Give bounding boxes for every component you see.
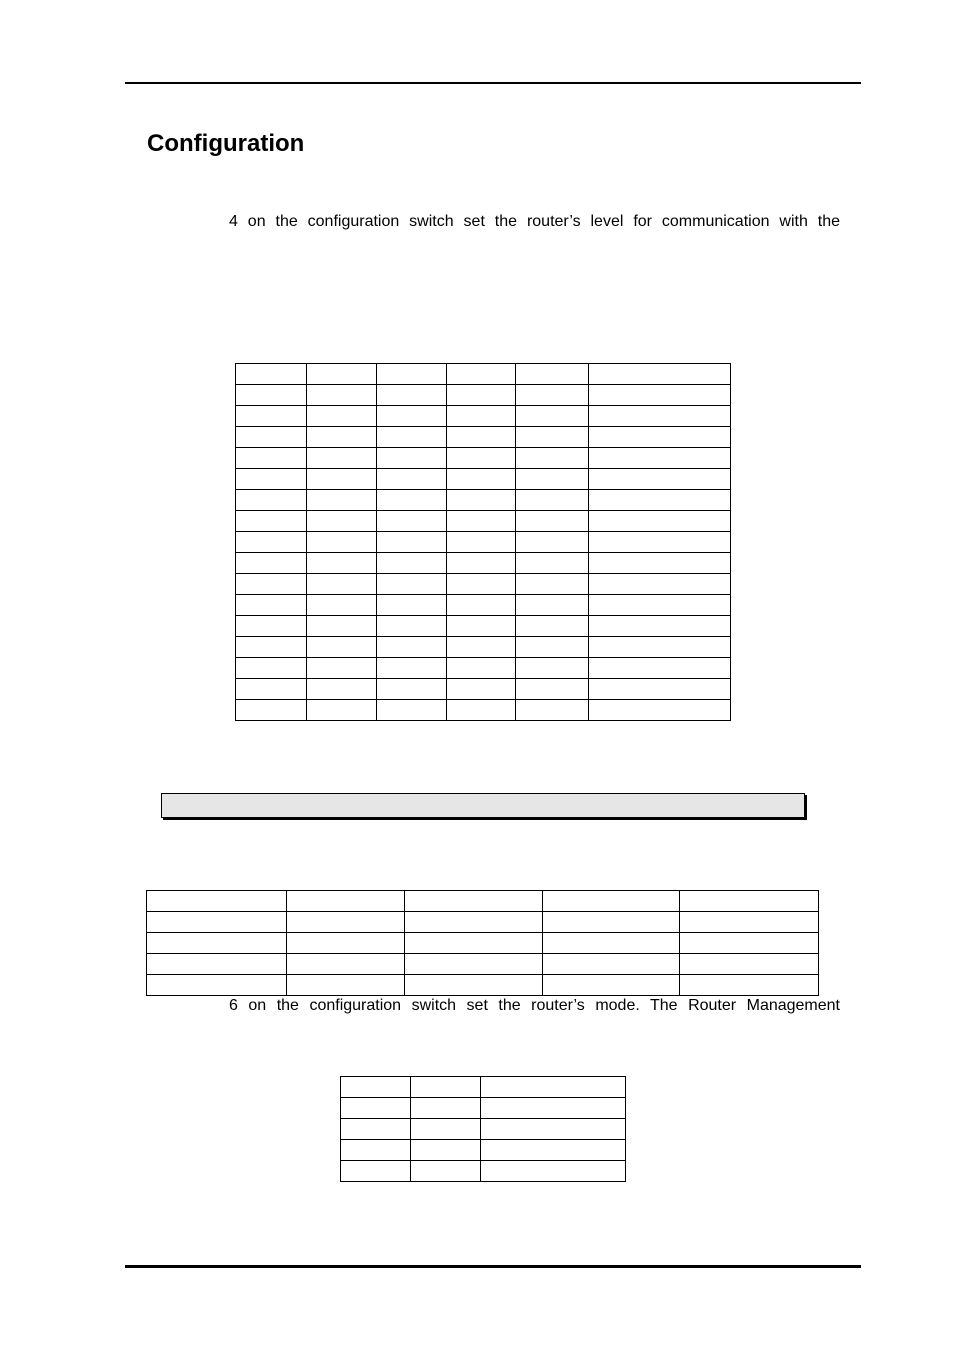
table-cell [589,637,731,658]
table-row [236,595,731,616]
table-cell [446,448,516,469]
table-cell [680,975,819,996]
note-box [161,793,805,818]
table-cell [516,364,589,385]
table-cell [404,933,543,954]
table-cell [341,1098,411,1119]
table-cell [404,975,543,996]
table-cell [446,469,516,490]
table-cell [236,490,307,511]
table-cell [376,385,446,406]
table-cell [543,891,680,912]
table-cell [543,975,680,996]
table-cell [147,891,287,912]
table-cell [446,364,516,385]
table-cell [589,616,731,637]
table-cell [589,679,731,700]
table-cell [516,679,589,700]
table-cell [516,700,589,721]
table-cell [516,427,589,448]
table-cell [589,511,731,532]
table-cell [446,637,516,658]
table-row [236,511,731,532]
table-cell [516,553,589,574]
table-row [147,912,819,933]
table-cell [589,448,731,469]
table-cell [341,1140,411,1161]
table-cell [306,448,376,469]
table-cell [236,553,307,574]
table-cell [410,1119,480,1140]
table-cell [589,574,731,595]
table-cell [680,933,819,954]
table-cell [480,1098,626,1119]
table-cell [236,679,307,700]
table-cell [286,975,404,996]
table-cell [236,595,307,616]
table-cell [446,406,516,427]
table-cell [286,933,404,954]
table-row [236,448,731,469]
table-cell [306,469,376,490]
table-cell [410,1098,480,1119]
table-cell [446,700,516,721]
body-paragraph-mode: 6 on the configuration switch set the router’s mode. The Router Management [229,997,840,1014]
table-cell [236,700,307,721]
table-cell [376,406,446,427]
table-cell [516,385,589,406]
table-cell [543,912,680,933]
table-cell [680,912,819,933]
table-cell [341,1161,411,1182]
table-row [236,700,731,721]
table-cell [376,364,446,385]
table-cell [306,511,376,532]
table-cell [306,406,376,427]
table-cell [516,574,589,595]
table-cell [236,427,307,448]
table-cell [543,933,680,954]
table-cell [480,1077,626,1098]
table-cell [306,364,376,385]
table-cell [410,1161,480,1182]
table-row [341,1119,626,1140]
table-cell [543,954,680,975]
table-cell [410,1140,480,1161]
table-cell [376,511,446,532]
table-cell [236,574,307,595]
table-cell [376,469,446,490]
table-row [236,616,731,637]
table-cell [446,679,516,700]
table-cell [306,658,376,679]
table-cell [404,912,543,933]
table-row [147,975,819,996]
table-cell [516,658,589,679]
table-cell [589,364,731,385]
table-cell [306,532,376,553]
table-row [236,532,731,553]
table-cell [147,933,287,954]
table-cell [589,658,731,679]
table-cell [516,490,589,511]
table-cell [306,553,376,574]
table-cell [147,912,287,933]
table-cell [516,406,589,427]
table-cell [236,532,307,553]
header-rule [125,82,861,84]
table-cell [376,700,446,721]
table-cell [236,511,307,532]
table-cell [286,954,404,975]
table-cell [446,595,516,616]
table-cell [589,553,731,574]
table-cell [376,658,446,679]
table-row [147,933,819,954]
table-row [341,1161,626,1182]
table-cell [480,1140,626,1161]
table-cell [236,385,307,406]
table-cell [376,616,446,637]
table-cell [589,490,731,511]
table-row [236,679,731,700]
table-cell [306,490,376,511]
table-cell [147,954,287,975]
table-cell [147,975,287,996]
table-cell [236,406,307,427]
table-cell [376,553,446,574]
table-row [236,406,731,427]
table-cell [589,469,731,490]
table-row [236,385,731,406]
table-cell [446,511,516,532]
body-paragraph-level: 4 on the configuration switch set the router’s level for communication with the [229,213,840,230]
table-cell [236,364,307,385]
table-cell [516,532,589,553]
table-row [341,1077,626,1098]
table-cell [376,679,446,700]
table-row [236,364,731,385]
table-cell [516,469,589,490]
switch-level-table [235,363,731,721]
table-cell [306,574,376,595]
table-cell [236,469,307,490]
table-cell [516,448,589,469]
table-cell [516,637,589,658]
table-row [236,637,731,658]
table-row [236,490,731,511]
table-row [147,954,819,975]
table-cell [446,385,516,406]
router-mode-table [340,1076,626,1182]
table-row [236,574,731,595]
table-cell [376,490,446,511]
table-cell [589,406,731,427]
table-cell [376,637,446,658]
page-title: Configuration [147,130,305,157]
table-cell [410,1077,480,1098]
table-cell [286,912,404,933]
table-cell [680,954,819,975]
table-cell [236,448,307,469]
table-cell [480,1119,626,1140]
table-row [236,658,731,679]
table-cell [236,616,307,637]
table-cell [589,532,731,553]
table-cell [589,385,731,406]
table-row [147,891,819,912]
table-cell [306,700,376,721]
table-cell [589,427,731,448]
table-cell [306,616,376,637]
table-cell [516,616,589,637]
table-cell [446,616,516,637]
table-cell [236,637,307,658]
table-cell [589,595,731,616]
table-cell [446,574,516,595]
level-summary-table [146,890,819,996]
table-cell [306,385,376,406]
table-cell [236,658,307,679]
table-cell [306,595,376,616]
table-cell [404,954,543,975]
table-cell [306,427,376,448]
table-cell [446,553,516,574]
table-row [236,553,731,574]
table-cell [341,1119,411,1140]
table-cell [516,511,589,532]
table-cell [680,891,819,912]
table-cell [376,574,446,595]
table-cell [589,700,731,721]
table-row [341,1098,626,1119]
table-cell [404,891,543,912]
table-row [341,1140,626,1161]
table-cell [376,595,446,616]
table-cell [516,595,589,616]
table-cell [341,1077,411,1098]
table-cell [306,679,376,700]
table-cell [446,532,516,553]
table-cell [376,427,446,448]
table-cell [376,532,446,553]
table-row [236,469,731,490]
footer-rule [125,1265,861,1268]
table-cell [480,1161,626,1182]
table-cell [306,637,376,658]
table-cell [446,658,516,679]
table-cell [446,490,516,511]
table-cell [446,427,516,448]
table-row [236,427,731,448]
table-cell [286,891,404,912]
table-cell [376,448,446,469]
